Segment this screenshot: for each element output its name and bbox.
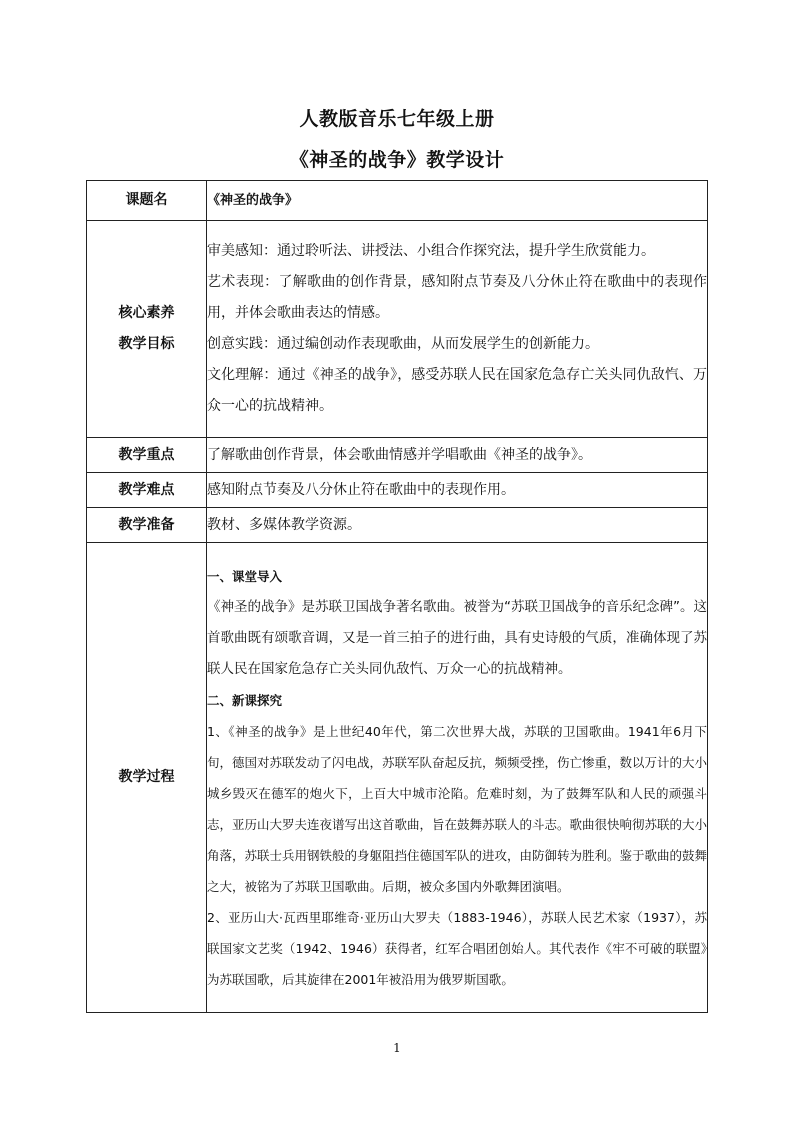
table-row-difficulties [87, 473, 708, 508]
section2-paragraph-1: 1、《神圣的战争》是上世纪40年代，第二次世界大战，苏联的卫国歌曲。1941年6月下旬，德国对苏联发动了闪电战，苏联军队奋起反抗，频频受挫，伤亡惨重，数以万计的大小城乡毁灭在德军的炮火下，上百大中城市沦陷。危难时刻，为了鼓舞军队和人民的顽强斗志，亚历山大罗夫连夜谱写出这首歌曲，旨在鼓舞苏联人的斗志。歌曲很快响彻苏联的大小角落，苏联士兵用钢铁般的身躯阻挡住德国军队的进攻，由防御转为胜利。鉴于歌曲的鼓舞之大，被铭为了苏联卫国歌曲。后期，被众多国内外歌舞团演唱。 [207, 723, 708, 894]
section1-text: 《神圣的战争》是苏联卫国战争著名歌曲。被誉为“苏联卫国战争的音乐纪念碑”。这首歌曲既有颂歌音调，又是一首三拍子的进行曲，具有史诗般的气质，准确体现了苏联人民在国家危急存亡关头同仇敌忾、万众一心的抗战精神。 [207, 598, 707, 677]
topic-value: 《神圣的战争》 [207, 181, 708, 221]
page-number: 1 [393, 1041, 401, 1055]
section1-heading: 一、课堂导入 [207, 568, 283, 584]
document-subtitle: 《神圣的战争》教学设计 [289, 149, 505, 171]
goal-item: 审美感知：通过聆听法、讲授法、小组合作探究法，提升学生欣赏能力。 [207, 243, 655, 259]
difficulties-label: 教学难点 [87, 473, 207, 508]
goal-item: 创意实践：通过编创动作表现歌曲，从而发展学生的创新能力。 [207, 336, 599, 352]
preparation-value: 教材、多媒体教学资源。 [207, 508, 708, 543]
table-row-preparation [87, 508, 708, 543]
difficulties-value: 感知附点节奏及八分休止符在歌曲中的表现作用。 [207, 473, 708, 508]
goal-item: 文化理解：通过《神圣的战争》，感受苏联人民在国家危急存亡关头同仇敌忾、万众一心的抗战精神。 [207, 367, 707, 414]
topic-label: 课题名 [87, 181, 207, 221]
section2-heading: 二、新课探究 [207, 692, 283, 708]
table-row-process [87, 543, 708, 1013]
key-points-label: 教学重点 [87, 438, 207, 473]
table-row-goals [87, 221, 708, 438]
table-row-topic [87, 181, 708, 221]
process-content [207, 543, 708, 1013]
table-row-key-points [87, 438, 708, 473]
goals-label-line1: 核心素养 [118, 305, 175, 321]
goals-content [207, 221, 708, 438]
key-points-value: 了解歌曲创作背景，体会歌曲情感并学唱歌曲《神圣的战争》。 [207, 438, 708, 473]
process-label: 教学过程 [87, 543, 207, 1013]
preparation-label: 教学准备 [87, 508, 207, 543]
section2-paragraph-2: 2、亚历山大·瓦西里耶维奇·亚历山大罗夫（1883-1946），苏联人民艺术家（1937），苏联国家文艺奖（1942、1946）获得者，红军合唱团创始人。其代表作《牢不可破的联盟》为苏联国歌，后其旋律在2001年被沿用为俄罗斯国歌。 [207, 909, 707, 987]
document-title: 人教版音乐七年级上册 [299, 108, 495, 130]
goals-label [87, 221, 207, 438]
lesson-plan-table [86, 180, 708, 1013]
goals-label-line2: 教学目标 [118, 336, 175, 352]
goal-item: 艺术表现：了解歌曲的创作背景，感知附点节奏及八分休止符在歌曲中的表现作用，并体会歌曲表达的情感。 [207, 274, 707, 321]
